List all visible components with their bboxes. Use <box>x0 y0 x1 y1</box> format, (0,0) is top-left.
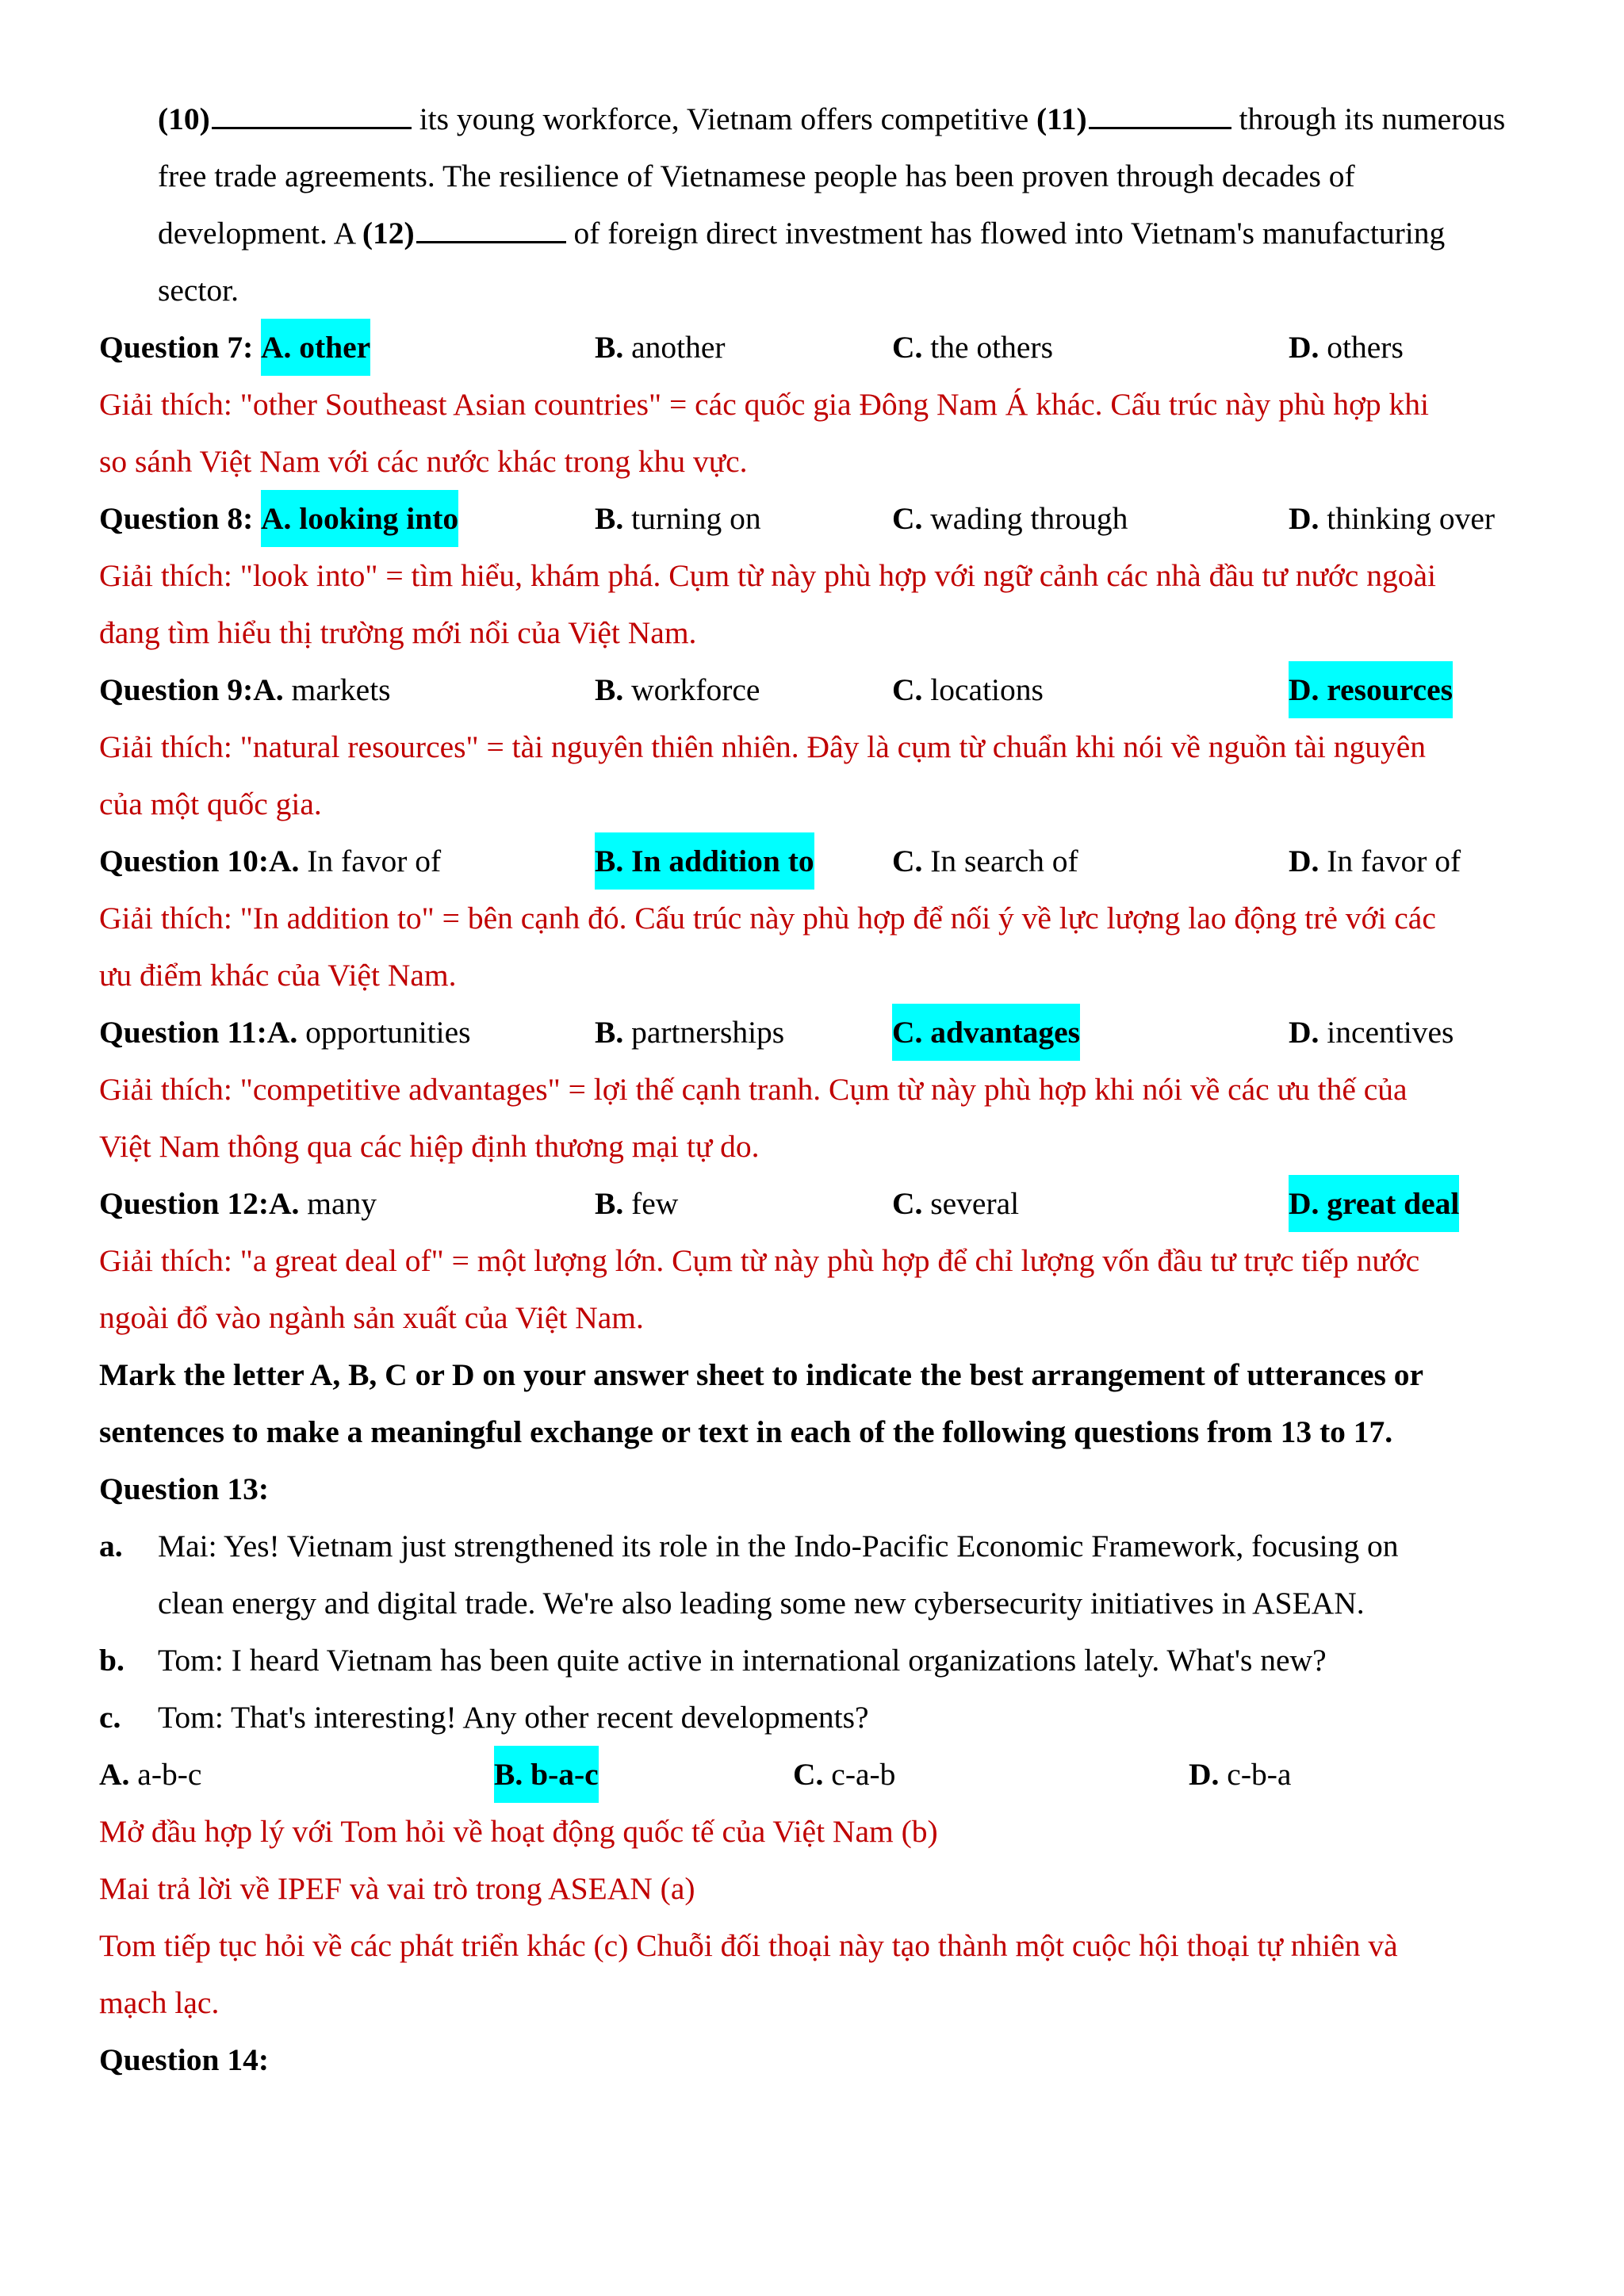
question-label: Question 10:A. In favor of <box>99 844 442 878</box>
question-label: Question 9:A. markets <box>99 672 391 707</box>
option-d: D. In favor of <box>1289 844 1461 878</box>
option-d: D. incentives <box>1289 1015 1454 1050</box>
option-c-correct: C. advantages <box>892 1004 1080 1061</box>
passage-line <box>0 147 1624 205</box>
option-c: C. c-a-b <box>793 1757 896 1792</box>
passage-text: development. A <box>158 216 362 251</box>
question-label: Question 7: <box>99 330 254 365</box>
option-c: C. wading through <box>892 501 1128 536</box>
option-b: B. turning on <box>595 501 761 536</box>
option-b-correct: B. In addition to <box>595 832 814 890</box>
explanation-line: Mở đầu hợp lý với Tom hỏi về hoạt động quốc tế của Việt Nam (b) <box>99 1814 938 1849</box>
option-c: C. In search of <box>892 844 1078 878</box>
answer-blank-11 <box>1089 103 1231 129</box>
blank-label-11: (11) <box>1036 101 1087 136</box>
question-label: Question 12:A. many <box>99 1186 377 1221</box>
item-letter: a. <box>99 1529 123 1563</box>
item-letter: b. <box>99 1643 124 1678</box>
passage-text: sector. <box>158 273 239 308</box>
option-d-correct: D. resources <box>1289 661 1453 718</box>
explanation-line: so sánh Việt Nam với các nước khác trong khu vực. <box>99 444 748 479</box>
instruction-line: Mark the letter A, B, C or D on your answer sheet to indicate the best arrangement of utterances or <box>99 1357 1424 1392</box>
question-row-7 <box>0 319 1624 376</box>
option-b: B. workforce <box>595 672 760 707</box>
dialogue-item-c <box>0 1689 1624 1746</box>
item-text: Mai: Yes! Vietnam just strengthened its role in the Indo-Pacific Economic Framework, focusing on <box>158 1529 1399 1563</box>
explanation-line: Giải thích: "natural resources" = tài nguyên thiên nhiên. Đây là cụm từ chuẩn khi nói về nguồn tài nguyên <box>99 729 1427 764</box>
option-b: B. partnerships <box>595 1015 785 1050</box>
option-d: D. others <box>1289 330 1404 365</box>
question-row-11 <box>0 1004 1624 1061</box>
explanation-line: Giải thích: "In addition to" = bên cạnh đó. Cấu trúc này phù hợp để nối ý về lực lượng lao động trẻ với các <box>99 901 1436 936</box>
option-c: C. several <box>892 1186 1020 1221</box>
passage-line <box>0 90 1624 147</box>
question-label: Question 8: <box>99 501 254 536</box>
passage-line <box>0 262 1624 319</box>
explanation-line: Giải thích: "other Southeast Asian countries" = các quốc gia Đông Nam Á khác. Cấu trúc này phù hợp khi <box>99 387 1429 422</box>
item-text: Tom: That's interesting! Any other recent developments? <box>158 1700 869 1735</box>
option-a: A. a-b-c <box>99 1757 202 1792</box>
item-text: Tom: I heard Vietnam has been quite active in international organizations lately. What's new? <box>158 1643 1327 1678</box>
explanation-line: Tom tiếp tục hỏi về các phát triển khác (c) Chuỗi đối thoại này tạo thành một cuộc hội thoại tự nhiên và <box>99 1928 1398 1963</box>
explanation-line: ngoài đổ vào ngành sản xuất của Việt Nam. <box>99 1300 644 1335</box>
option-d: D. thinking over <box>1289 501 1496 536</box>
blank-label-10: (10) <box>158 101 210 136</box>
explanation-line: đang tìm hiểu thị trường mới nổi của Việt Nam. <box>99 615 697 650</box>
question-row-9 <box>0 661 1624 718</box>
passage-text: its young workforce, Vietnam offers competitive <box>411 101 1036 136</box>
question-label: Question 11:A. opportunities <box>99 1015 471 1050</box>
option-c: C. locations <box>892 672 1044 707</box>
dialogue-item-a-cont <box>0 1575 1624 1632</box>
explanation-line: mạch lạc. <box>99 1985 220 2020</box>
question-row-10 <box>0 832 1624 890</box>
option-b: B. few <box>595 1186 679 1221</box>
answer-blank-12 <box>416 217 566 243</box>
passage-text: of foreign direct investment has flowed into Vietnam's manufacturing <box>565 216 1446 251</box>
instruction-line: sentences to make a meaningful exchange or text in each of the following questions from 13 to 17. <box>99 1414 1393 1449</box>
passage-text: through its numerous <box>1231 101 1506 136</box>
explanation-line: Giải thích: "a great deal of" = một lượng lớn. Cụm từ này phù hợp để chỉ lượng vốn đầu tư trực tiếp nước <box>99 1243 1420 1278</box>
option-d-correct: D. great deal <box>1289 1175 1459 1232</box>
passage-text: free trade agreements. The resilience of Vietnamese people has been proven through decades of <box>158 159 1355 193</box>
passage-line-1-text <box>158 90 1505 147</box>
explanation-line: của một quốc gia. <box>99 786 322 821</box>
question-14-heading: Question 14: <box>99 2042 269 2077</box>
explanation-line: Việt Nam thông qua các hiệp định thương mại tự do. <box>99 1129 760 1164</box>
option-b: B. another <box>595 330 726 365</box>
option-d: D. c-b-a <box>1189 1757 1292 1792</box>
question-row-12 <box>0 1175 1624 1232</box>
option-b-correct: B. b-a-c <box>494 1746 599 1803</box>
passage-line-3-text <box>158 205 1445 262</box>
option-a-correct: A. looking into <box>261 490 458 547</box>
passage-line <box>0 205 1624 262</box>
item-letter: c. <box>99 1700 121 1735</box>
explanation-line: ưu điểm khác của Việt Nam. <box>99 958 457 993</box>
question-row-13-options <box>0 1746 1624 1803</box>
option-c: C. the others <box>892 330 1053 365</box>
dialogue-item-a <box>0 1517 1624 1575</box>
dialogue-item-b <box>0 1632 1624 1689</box>
explanation-line: Mai trả lời về IPEF và vai trò trong ASEAN (a) <box>99 1871 695 1906</box>
explanation-line: Giải thích: "look into" = tìm hiểu, khám phá. Cụm từ này phù hợp với ngữ cảnh các nhà đầu tư nước ngoài <box>99 558 1436 593</box>
question-row-8 <box>0 490 1624 547</box>
blank-label-12: (12) <box>362 216 415 251</box>
answer-blank-10 <box>212 103 412 129</box>
explanation-line: Giải thích: "competitive advantages" = lợi thế cạnh tranh. Cụm từ này phù hợp khi nói về các ưu thế của <box>99 1072 1408 1107</box>
option-a-correct: A. other <box>261 319 370 376</box>
item-text: clean energy and digital trade. We're also leading some new cybersecurity initiatives in ASEAN. <box>158 1586 1365 1621</box>
question-13-heading: Question 13: <box>99 1471 269 1506</box>
